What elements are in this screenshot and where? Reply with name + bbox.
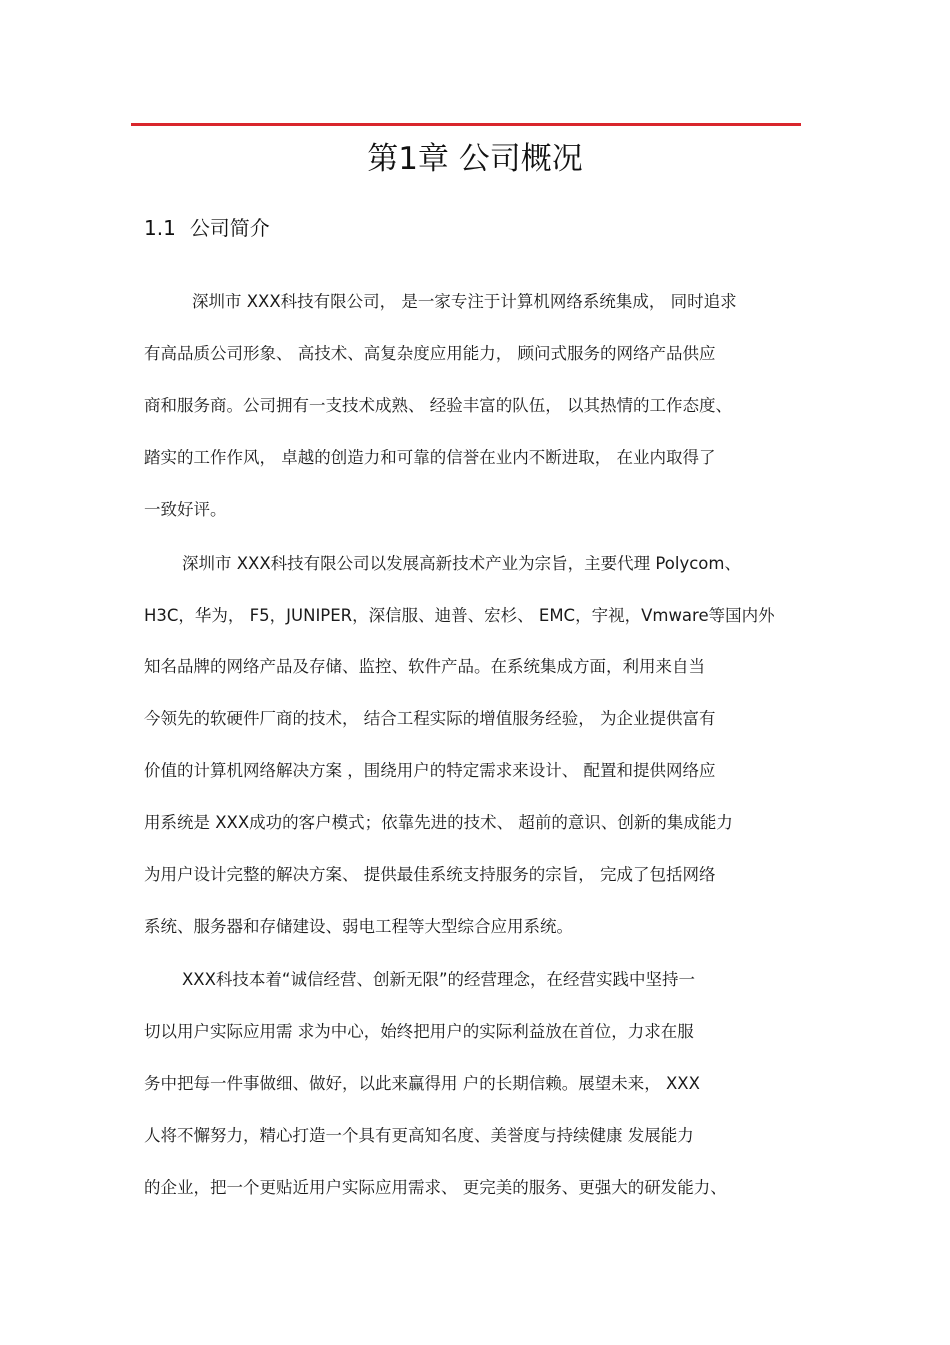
section-heading (144, 214, 270, 242)
paragraph-3-line-4: 人将不懈努力，精心打造一个具有更高知名度、美誉度与持续健康 发展能力 (144, 1126, 694, 1145)
paragraph-2-line-6: 用系统是 XXX成功的客户模式；依靠先进的技术、 超前的意识、创新的集成能力 (144, 813, 733, 832)
paragraph-2-line-4: 今领先的软硬件厂商的技术， 结合工程实际的增值服务经验， 为企业提供富有 (144, 709, 716, 728)
chapter-top-rule (131, 123, 801, 126)
paragraph-2-line-2: H3C，华为， F5，JUNIPER，深信服、迪普、宏杉、 EMC，宇视，Vmware等国内外 (144, 606, 775, 625)
paragraph-1-line-5: 一致好评。 (144, 500, 227, 519)
section-number: 1.1 (144, 216, 176, 240)
paragraph-1-line-3: 商和服务商。公司拥有一支技术成熟、 经验丰富的队伍， 以其热情的工作态度、 (144, 396, 732, 415)
paragraph-1-line-1: 深圳市 XXX科技有限公司， 是一家专注于计算机网络系统集成， 同时追求 (192, 292, 737, 311)
paragraph-2-line-1: 深圳市 XXX科技有限公司以发展高新技术产业为宗旨，主要代理 Polycom、 (182, 554, 741, 573)
paragraph-1-line-4: 踏实的工作作风， 卓越的创造力和可靠的信誉在业内不断进取， 在业内取得了 (144, 448, 716, 467)
paragraph-3-line-1: XXX科技本着“诚信经营、创新无限”的经营理念，在经营实践中坚持一 (182, 970, 696, 989)
paragraph-3-line-2: 切以用户实际应用需 求为中心，始终把用户的实际利益放在首位，力求在服 (144, 1022, 694, 1041)
chapter-title: 第1章 公司概况 (367, 141, 583, 177)
paragraph-3-line-3: 务中把每一件事做细、做好，以此来赢得用 户的长期信赖。展望未来， XXX (144, 1074, 700, 1093)
paragraph-1-line-2: 有高品质公司形象、 高技术、高复杂度应用能力， 顾问式服务的网络产品供应 (144, 344, 716, 363)
paragraph-2-line-7: 为用户设计完整的解决方案、 提供最佳系统支持服务的宗旨， 完成了包括网络 (144, 865, 716, 884)
paragraph-2-line-3: 知名品牌的网络产品及存储、监控、软件产品。在系统集成方面，利用来自当 (144, 657, 705, 676)
section-title: 公司简介 (189, 216, 270, 240)
paragraph-3-line-5: 的企业，把一个更贴近用户实际应用需求、 更完美的服务、更强大的研发能力、 (144, 1178, 727, 1197)
paragraph-2-line-8: 系统、服务器和存储建设、弱电工程等大型综合应用系统。 (144, 917, 573, 936)
paragraph-2-line-5: 价值的计算机网络解决方案 ，围绕用户的特定需求来设计、 配置和提供网络应 (144, 761, 716, 780)
